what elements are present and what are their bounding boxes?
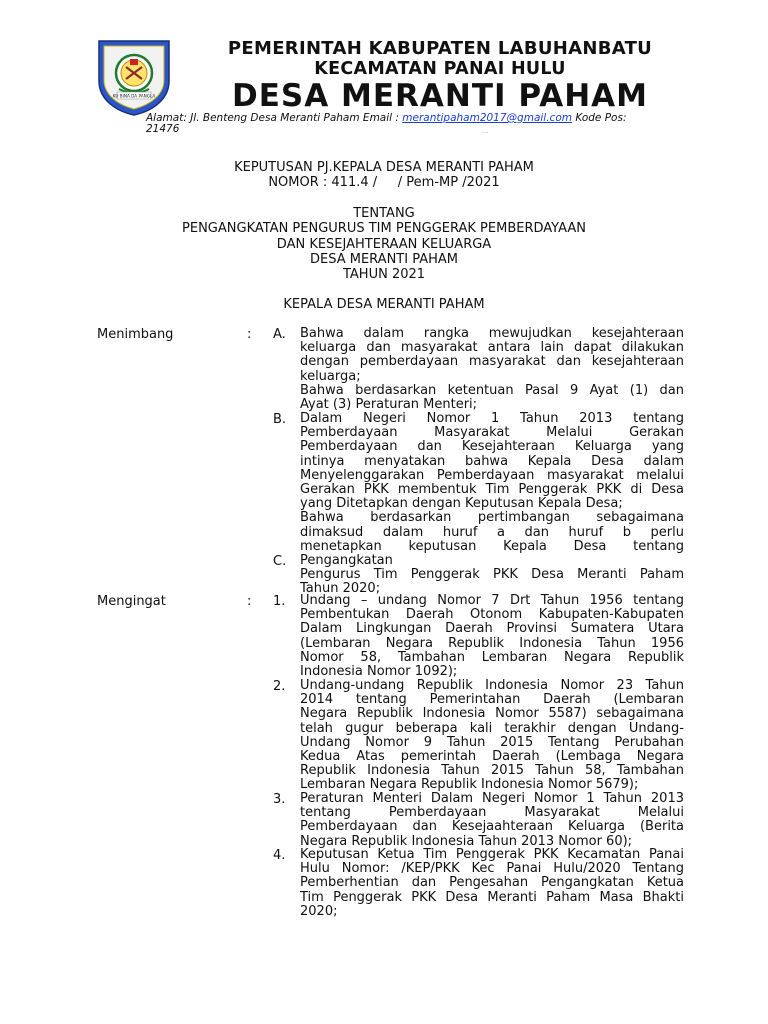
- text-line: Pengurus Tim Penggerak PKK Desa Meranti Paham: [300, 567, 684, 583]
- text-line: keluarga;: [300, 368, 361, 384]
- address-line: [146, 113, 670, 135]
- text-line: Undang-undang Republik Indonesia Nomor 23 Tahun: [300, 678, 684, 693]
- text-line: dengan pemberdayaan masyarakat dan kesejahteraan: [300, 354, 684, 370]
- text-line: Pemberdayaan dan Kesejaahteraan Keluarga (Berita: [300, 819, 684, 835]
- menimbang-item-c: [300, 554, 684, 597]
- menimbang-marker-b: B.: [273, 412, 287, 427]
- logo-motto-text: KU BINA DA PANGLA: [112, 93, 156, 99]
- mengingat-item-1: [300, 594, 684, 679]
- text-line: tentang Pemberdayaan Masyarakat Melalui: [300, 805, 684, 821]
- menimbang-colon: :: [247, 327, 252, 342]
- mengingat-item-3: [300, 792, 684, 849]
- government-name: PEMERINTAH KABUPATEN LABUHANBATU: [227, 38, 653, 59]
- text-line: Pemberdayaan Masyarakat Melalui Gerakan: [300, 425, 684, 441]
- text-line: Kedua Atas pemerintah Daerah (Lembaga Negara: [300, 749, 684, 765]
- text-line: yang Ditetapkan dengan Keputusan Kepala Desa;: [300, 496, 623, 512]
- subject-line: DESA MERANTI PAHAM: [310, 251, 458, 267]
- text-line: Bahwa berdasarkan pertimbangan sebagaimana: [300, 510, 684, 526]
- text-line: Menyelenggarakan Pemberdayaan masyarakat melalui: [300, 467, 684, 483]
- decree-number: NOMOR : 411.4 / / Pem-MP /2021: [268, 175, 500, 191]
- subject-line: PENGANGKATAN PENGURUS TIM PENGGERAK PEMBERDAYAAN: [182, 221, 586, 237]
- text-line: Ayat (3) Peraturan Menteri;: [300, 397, 478, 413]
- text-line: intinya menyatakan bahwa Kepala Desa dalam: [300, 453, 684, 469]
- menimbang-item-a: [300, 327, 684, 412]
- text-line: Hulu Nomor: /KEP/PKK Kec Panai Hulu/2020 Tentang: [300, 861, 684, 877]
- decree-subject: [0, 206, 768, 282]
- mengingat-label: Mengingat: [97, 594, 166, 609]
- address-text: Alamat: Jl. Benteng Desa Meranti Paham Email :: [146, 112, 403, 124]
- email-link[interactable]: merantipaham2017@gmail.com: [402, 112, 572, 124]
- mengingat-marker-3: 3.: [273, 792, 286, 807]
- text-line: Peraturan Menteri Dalam Negeri Nomor 1 Tahun 2013: [300, 791, 684, 806]
- menimbang-label: Menimbang: [97, 327, 174, 342]
- district-name: KECAMATAN PANAI HULU: [314, 59, 566, 79]
- subject-line: TAHUN 2021: [342, 267, 426, 283]
- text-line: Undang – undang Nomor 7 Drt Tahun 1956 tentang: [300, 593, 684, 608]
- text-line: Indonesia Nomor 1092);: [300, 664, 458, 680]
- tiny-mark: ·····: [482, 130, 489, 135]
- text-line: Pembentukan Daerah Otonom Kabupaten-Kabupaten: [300, 607, 684, 623]
- text-line: Tahun 2020;: [300, 581, 381, 597]
- text-line: Negara Republik Indonesia Tahun 2013 Nomor 60);: [300, 833, 633, 849]
- keputusan-heading: KEPUTUSAN PJ.KEPALA DESA MERANTI PAHAM: [234, 160, 534, 175]
- postal-code: 21476: [146, 123, 180, 135]
- menimbang-marker-c: C.: [273, 554, 287, 569]
- text-line: Nomor 58, Tambahan Lembaran Negara Republik: [300, 649, 684, 665]
- text-line: Keputusan Ketua Tim Penggerak PKK Kecamatan Panai: [300, 847, 684, 862]
- text-line: Pemberdayaan dan Kesejahteraan Keluarga yang: [300, 439, 684, 455]
- text-line: menetapkan keputusan Kepala Desa tentang: [300, 538, 684, 554]
- decree-title: [0, 160, 768, 191]
- letterhead: [0, 30, 768, 140]
- kepala-heading: KEPALA DESA MERANTI PAHAM: [283, 297, 485, 312]
- text-line: Bahwa dalam rangka mewujudkan kesejahteraan: [300, 326, 684, 341]
- text-line: Dalam Negeri Nomor 1 Tahun 2013 tentang: [300, 411, 684, 426]
- text-line: Lembaran Negara Republik Indonesia Nomor 5679);: [300, 777, 639, 793]
- menimbang-marker-a: A.: [273, 327, 286, 342]
- mengingat-item-4: [300, 848, 684, 919]
- mengingat-colon: :: [247, 594, 252, 609]
- text-line: 2020;: [300, 903, 338, 919]
- village-name: DESA MERANTI PAHAM: [232, 78, 648, 114]
- mengingat-item-2: [300, 679, 684, 793]
- tentang-heading: TENTANG: [353, 206, 415, 221]
- text-line: keluarga dan masyarakat antara lain dapat dilakukan: [300, 340, 684, 356]
- mengingat-marker-2: 2.: [273, 679, 286, 694]
- text-line: Republik Indonesia Tahun 2015 Tahun 58, Tambahan: [300, 763, 684, 779]
- text-line: Pengangkatan: [300, 553, 393, 568]
- text-line: telah gugur beberapa kali terakhir dengan Undang-: [300, 720, 684, 736]
- text-line: Negara Republik Indonesia Nomor 5587) sebagaimana: [300, 706, 684, 722]
- text-line: Bahwa berdasarkan ketentuan Pasal 9 Ayat (1) dan: [300, 382, 684, 398]
- mengingat-marker-1: 1.: [273, 594, 286, 609]
- text-line: Pemberhentian dan Pengesahan Pengangkatan Ketua: [300, 875, 684, 891]
- text-line: Gerakan PKK membentuk Tim Penggerak PKK di Desa: [300, 482, 684, 498]
- postal-label: Kode Pos:: [571, 112, 627, 124]
- text-line: Undang Nomor 9 Tahun 2015 Tentang Perubahan: [300, 734, 684, 750]
- mengingat-marker-4: 4.: [273, 848, 286, 863]
- text-line: Dalam Lingkungan Daerah Provinsi Sumatera Utara: [300, 621, 684, 637]
- text-line: (Lembaran Negara Republik Indonesia Tahun 1956: [300, 635, 684, 651]
- subject-line: DAN KESEJAHTERAAN KELUARGA: [276, 236, 492, 252]
- text-line: Tim Penggerak PKK Desa Meranti Paham Masa Bhakti: [300, 889, 684, 905]
- text-line: dimaksud dalam huruf a dan huruf b perlu: [300, 524, 684, 540]
- text-line: 2014 tentang Pemerintahan Daerah (Lembaran: [300, 692, 684, 708]
- menimbang-item-b: [300, 412, 684, 554]
